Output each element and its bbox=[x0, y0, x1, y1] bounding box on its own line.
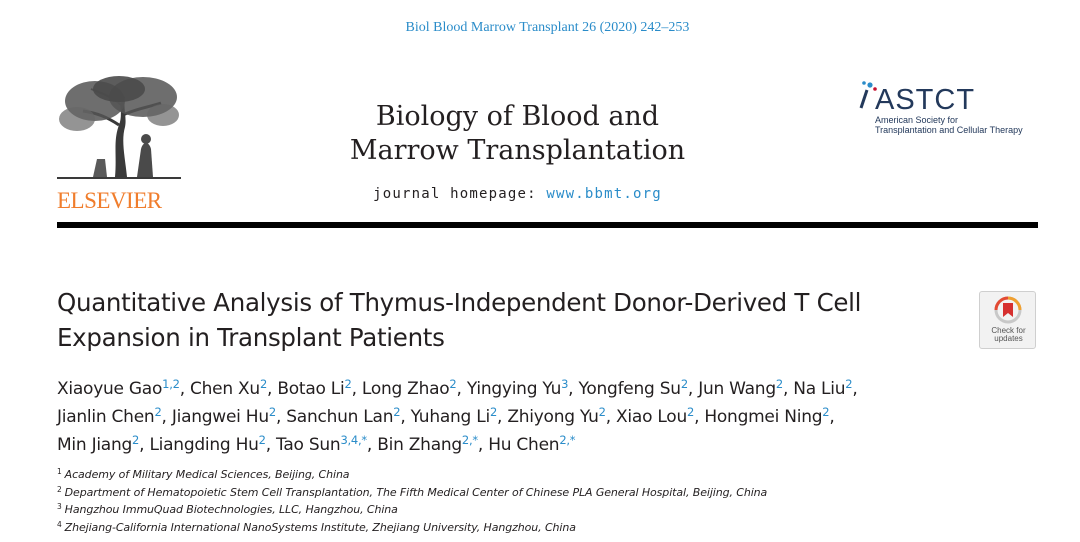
author-name[interactable]: Botao Li bbox=[277, 379, 345, 399]
affiliation-text: Department of Hematopoietic Stem Cell Transplantation, The Fifth Medical Center of Chinese PLA General Hospital, Beijing, China bbox=[64, 485, 768, 499]
author-name[interactable]: Jianlin Chen bbox=[57, 407, 155, 427]
author-name[interactable]: Yuhang Li bbox=[410, 407, 490, 427]
article-title-line: Expansion in Transplant Patients bbox=[57, 323, 445, 352]
homepage-link[interactable]: www.bbmt.org bbox=[546, 186, 662, 202]
author-affiliation-ref[interactable]: 2 bbox=[775, 377, 783, 391]
author-affiliation-ref[interactable]: 2 bbox=[680, 377, 688, 391]
author-name[interactable]: Jiangwei Hu bbox=[171, 407, 269, 427]
elsevier-tree-logo-icon bbox=[57, 75, 181, 185]
author-affiliation-ref[interactable]: 2 bbox=[822, 405, 830, 419]
author-affiliation-ref[interactable]: 2 bbox=[393, 405, 401, 419]
affiliation-text: Zhejiang-California International NanoSystems Institute, Zhejiang University, Hangzhou, China bbox=[64, 520, 576, 534]
affiliation-item bbox=[57, 484, 1047, 502]
author-affiliation-ref[interactable]: 2 bbox=[268, 405, 276, 419]
article-title-line: Quantitative Analysis of Thymus-Independent Donor-Derived T Cell bbox=[57, 288, 862, 317]
affiliation-number: 1 bbox=[57, 467, 62, 476]
author-affiliation-ref[interactable]: 2 bbox=[154, 405, 162, 419]
society-acronym: ASTCT bbox=[875, 84, 976, 116]
affiliation-list bbox=[57, 466, 1047, 536]
author-name[interactable]: Bin Zhang bbox=[377, 435, 462, 455]
author-name[interactable]: Chen Xu bbox=[190, 379, 260, 399]
author-name[interactable]: Na Liu bbox=[793, 379, 846, 399]
affiliation-number: 3 bbox=[57, 502, 62, 511]
author-name[interactable]: Sanchun Lan bbox=[286, 407, 394, 427]
author-name[interactable]: Yongfeng Su bbox=[578, 379, 681, 399]
header-divider bbox=[57, 222, 1038, 228]
affiliation-number: 2 bbox=[57, 484, 62, 494]
author-name[interactable]: Yingying Yu bbox=[466, 379, 562, 399]
author-affiliation-ref[interactable]: 3 bbox=[561, 377, 569, 391]
affiliation-item bbox=[57, 501, 1047, 519]
author-affiliation-ref[interactable]: 2,* bbox=[559, 433, 576, 447]
affiliation-text: Academy of Military Medical Sciences, Beijing, China bbox=[64, 468, 350, 481]
astct-logo bbox=[855, 80, 1055, 140]
author-line: Xiaoyue Gao$^{1,2}$, Chen Xu$^2$, Botao Li$^2$, Long Zhao$^2$, Yingying Yu$^3$, Yongfeng Su$^2$, Jun Wang$^2$, Na Liu$^2$, bbox=[57, 377, 858, 399]
author-affiliation-ref[interactable]: 2 bbox=[259, 377, 268, 391]
check-for-updates-button[interactable] bbox=[979, 291, 1036, 349]
affiliation-item bbox=[57, 466, 1047, 484]
author-name[interactable]: Zhiyong Yu bbox=[507, 407, 599, 427]
author-name[interactable]: Long Zhao bbox=[361, 379, 450, 399]
check-for-updates-icon bbox=[994, 296, 1022, 326]
author-affiliation-ref[interactable]: 3,4,* bbox=[340, 433, 367, 447]
author-affiliation-ref[interactable]: 1,2 bbox=[162, 377, 180, 391]
author-list bbox=[57, 375, 1047, 459]
citation-line[interactable]: Biol Blood Marrow Transplant 26 (2020) 242–253 bbox=[405, 20, 690, 35]
article-title bbox=[57, 285, 957, 355]
author-name[interactable]: Liangding Hu bbox=[149, 435, 259, 455]
author-affiliation-ref[interactable]: 2,* bbox=[461, 433, 478, 447]
author-affiliation-ref[interactable]: 2 bbox=[686, 405, 695, 419]
author-name[interactable]: Hongmei Ning bbox=[704, 407, 823, 427]
author-name[interactable]: Min Jiang bbox=[57, 435, 133, 455]
author-name[interactable]: Tao Sun bbox=[276, 435, 341, 455]
author-name[interactable]: Hu Chen bbox=[488, 435, 560, 455]
publisher-name: ELSEVIER bbox=[57, 188, 162, 213]
journal-title-line: Marrow Transplantation bbox=[349, 135, 686, 166]
society-name-line: American Society for bbox=[875, 115, 959, 125]
author-line: Jianlin Chen$^2$, Jiangwei Hu$^2$, Sanchun Lan$^2$, Yuhang Li$^2$, Zhiyong Yu$^2$, Xiao Lou$^2$, Hongmei Ning$^2$, bbox=[57, 405, 835, 427]
author-affiliation-ref[interactable]: 2 bbox=[489, 405, 498, 419]
elsevier-logo bbox=[57, 75, 181, 215]
author-affiliation-ref[interactable]: 2 bbox=[344, 377, 352, 391]
author-affiliation-ref[interactable]: 2 bbox=[449, 377, 457, 391]
author-name[interactable]: Jun Wang bbox=[698, 379, 776, 399]
homepage-label: journal homepage: bbox=[373, 186, 547, 202]
society-name-line: Transplantation and Cellular Therapy bbox=[875, 125, 1023, 135]
author-affiliation-ref[interactable]: 2 bbox=[258, 433, 266, 447]
society-name bbox=[875, 115, 1023, 135]
affiliation-number: 4 bbox=[57, 519, 62, 529]
journal-title bbox=[310, 100, 725, 168]
journal-title-line: Biology of Blood and bbox=[375, 101, 660, 132]
author-affiliation-ref[interactable]: 2 bbox=[132, 433, 140, 447]
author-name[interactable]: Xiao Lou bbox=[616, 407, 687, 427]
affiliation-item bbox=[57, 519, 1047, 537]
affiliation-text: Hangzhou ImmuQuad Biotechnologies, LLC, Hangzhou, China bbox=[64, 503, 398, 516]
author-name[interactable]: Xiaoyue Gao bbox=[57, 379, 163, 399]
check-for-updates-line: Check for bbox=[991, 326, 1026, 335]
author-affiliation-ref[interactable]: 2 bbox=[845, 377, 853, 391]
check-for-updates-line: updates bbox=[994, 334, 1023, 343]
author-affiliation-ref[interactable]: 2 bbox=[598, 405, 606, 419]
author-line: Min Jiang$^2$, Liangding Hu$^2$, Tao Sun$^{3,4,*}$, Bin Zhang$^{2,*}$, Hu Chen$^{2,*}$ bbox=[57, 433, 576, 455]
check-for-updates-label bbox=[980, 327, 1037, 343]
journal-homepage bbox=[310, 186, 725, 202]
